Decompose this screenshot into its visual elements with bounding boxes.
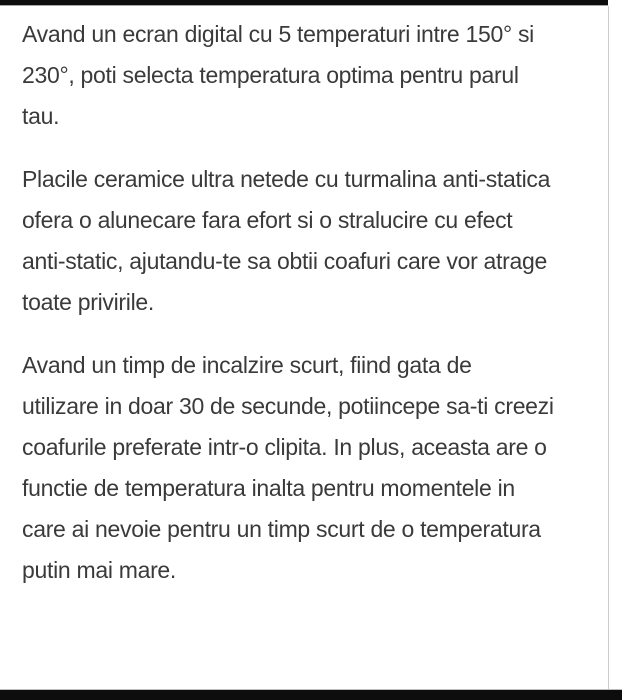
bottom-bar bbox=[0, 689, 622, 700]
text-line: care ai nevoie pentru un timp scurt de o temperatura bbox=[22, 516, 541, 542]
text-line: toate privirile. bbox=[22, 289, 154, 315]
text-line: Placile ceramice ultra netede cu turmalina anti-statica bbox=[22, 166, 551, 192]
vertical-divider bbox=[608, 6, 609, 690]
text-line: coafurile preferate intr-o clipita. In plus, aceasta are o bbox=[22, 434, 547, 460]
text-line: Avand un ecran digital cu 5 temperaturi intre 150° si bbox=[22, 21, 534, 47]
paragraph-temperatures bbox=[22, 14, 597, 137]
paragraph-ceramic-plates bbox=[22, 159, 597, 323]
text-line: tau. bbox=[22, 103, 60, 129]
text-line: functie de temperatura inalta pentru momentele in bbox=[22, 475, 515, 501]
text-line: utilizare in doar 30 de secunde, potiincepe sa-ti creezi bbox=[22, 393, 554, 419]
text-line: putin mai mare. bbox=[22, 557, 177, 583]
text-line: Avand un timp de incalzire scurt, fiind gata de bbox=[22, 352, 472, 378]
text-line: ofera o alunecare fara efort si o stralucire cu efect bbox=[22, 207, 513, 233]
text-line: anti-static, ajutandu-te sa obtii coafuri care vor atrage bbox=[22, 248, 547, 274]
paragraph-heating-time bbox=[22, 345, 597, 591]
product-description-text bbox=[22, 14, 597, 613]
top-bar bbox=[0, 0, 608, 6]
text-line: 230°, poti selecta temperatura optima pentru parul bbox=[22, 62, 519, 88]
